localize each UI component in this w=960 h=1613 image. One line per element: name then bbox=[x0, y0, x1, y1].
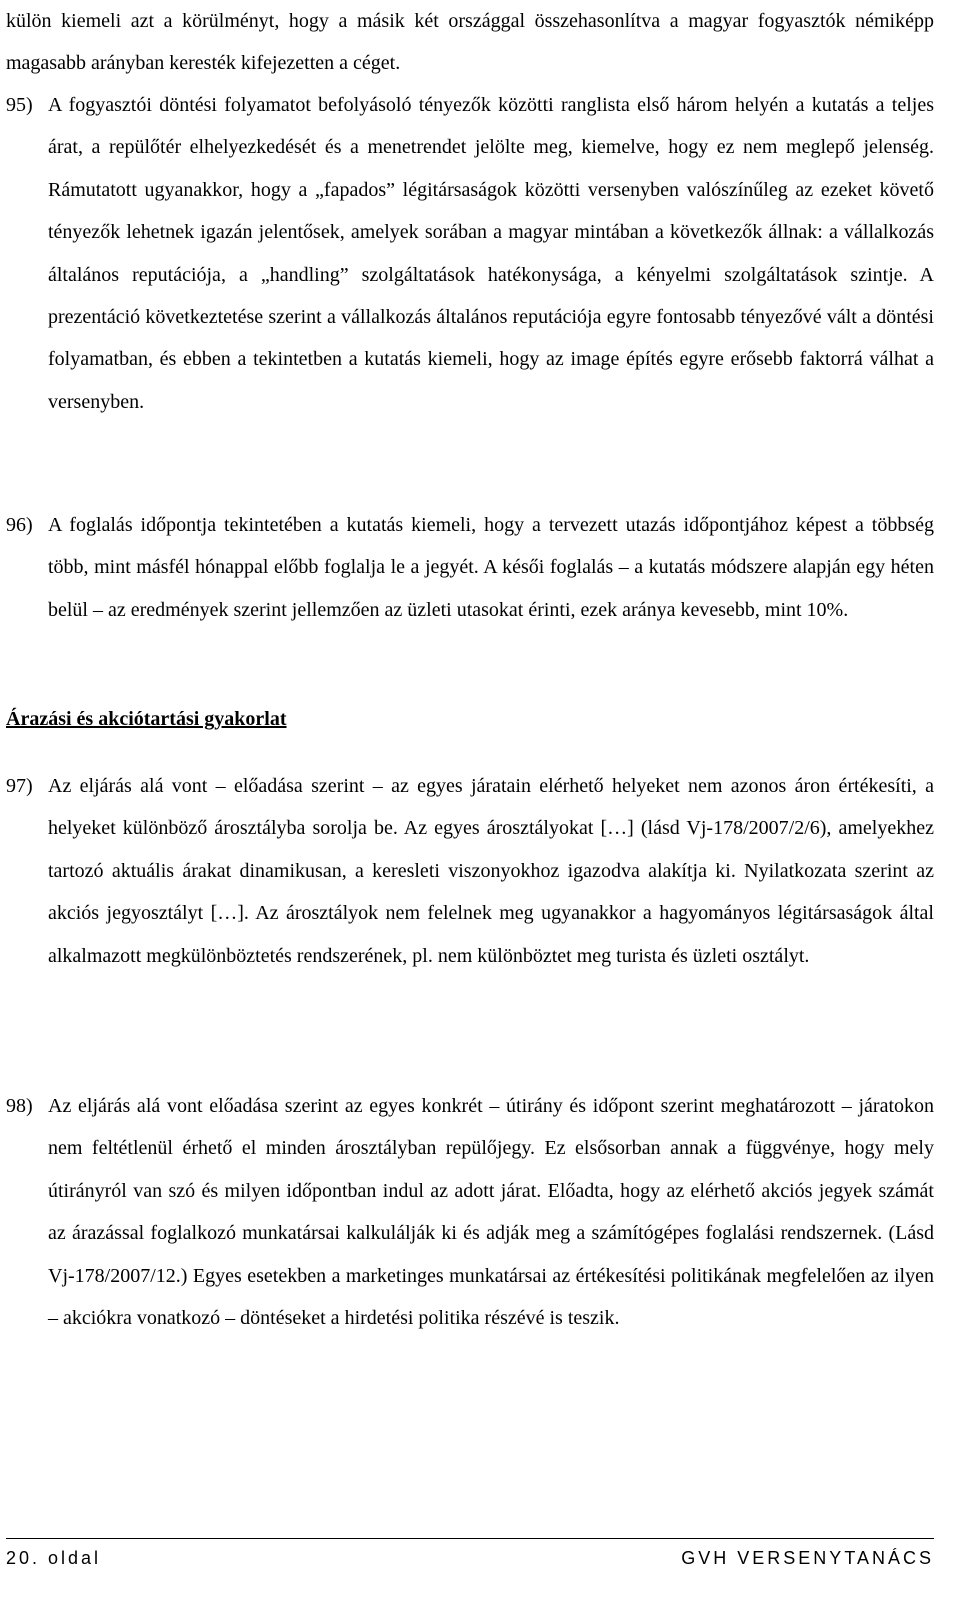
footer-divider bbox=[6, 1538, 934, 1539]
paragraph-98 bbox=[6, 1085, 934, 1339]
paragraph-number: 96) bbox=[6, 514, 33, 536]
paragraph-97 bbox=[6, 765, 934, 977]
continuation-paragraph: külön kiemeli azt a körülményt, hogy a másik két országgal összehasonlítva a magyar fogyasztók némiképp magasabb arányban keresték kifejezetten a céget. bbox=[6, 10, 934, 74]
paragraph-95 bbox=[6, 84, 934, 423]
section-heading: Árazási és akciótartási gyakorlat bbox=[6, 708, 287, 730]
paragraph-text: A fogyasztói döntési folyamatot befolyásoló tényezők közötti ranglista első három helyén a kutatás a teljes árat, a repülőtér elhelyezkedését és a menetrendet jelölte meg, kiemelve, hogy ez nem meglepő jelenség. Rámutatott ugyanakkor, hogy a „fapados” légitársaságok közötti versenyben valószínűleg az ezeket követő tényezők lehetnek igazán jelentősek, amelyek sorában a magyar mintában a következők állnak: a vállalkozás általános reputációja, a „handling” szolgáltatások hatékonysága, a kényelmi szolgáltatások szintje. A prezentáció következtetése szerint a vállalkozás általános reputációja egyre fontosabb tényezővé vált a döntési folyamatban, és ebben a tekintetben a kutatás kiemeli, hogy az image építés egyre erősebb faktorrá válhat a versenyben. bbox=[48, 94, 934, 413]
paragraph-text: A foglalás időpontja tekintetében a kutatás kiemeli, hogy a tervezett utazás időpontjához képest a többség több, mint másfél hónappal előbb foglalja le a jegyét. A késői foglalás – a kutatás módszere alapján egy héten belül – az eredmények szerint jellemzően az üzleti utasokat érinti, ezek aránya kevesebb, mint 10%. bbox=[48, 514, 934, 621]
paragraph-number: 97) bbox=[6, 775, 33, 797]
paragraph-text: Az eljárás alá vont előadása szerint az egyes konkrét – útirány és időpont szerint meghatározott – járatokon nem feltétlenül érhető el minden árosztályban repülőjegy. Ez elsősorban annak a függvénye, hogy mely útirányról van szó és milyen időpontban indul az adott járat. Előadta, hogy az elérhető akciós jegyek számát az árazással foglalkozó munkatársai kalkulálják ki és adják meg a számítógépes foglalási rendszernek. (Lásd Vj-178/2007/12.) Egyes esetekben a marketinges munkatársai az értékesítési politikának megfelelően az ilyen – akciókra vonatkozó – döntéseket a hirdetési politika részévé is teszik. bbox=[48, 1095, 934, 1330]
paragraph-number: 95) bbox=[6, 94, 33, 116]
paragraph-number: 98) bbox=[6, 1095, 33, 1117]
paragraph-text: Az eljárás alá vont – előadása szerint – az egyes járatain elérhető helyeket nem azonos áron értékesíti, a helyeket különböző árosztályba sorolja be. Az egyes árosztályokat […] (lásd Vj-178/2007/2/6), amelyekhez tartozó aktuális árakat dinamikusan, a keresleti viszonyokhoz igazodva alakítja ki. Nyilatkozata szerint az akciós jegyosztályt […]. Az árosztályok nem felelnek meg ugyanakkor a hagyományos légitársaságok által alkalmazott megkülönböztetés rendszerének, pl. nem különböztet meg turista és üzleti osztályt. bbox=[48, 775, 934, 967]
footer-organization: GVH VERSENYTANÁCS bbox=[681, 1548, 934, 1568]
footer-page-number: 20. oldal bbox=[6, 1548, 102, 1568]
paragraph-96 bbox=[6, 504, 934, 631]
